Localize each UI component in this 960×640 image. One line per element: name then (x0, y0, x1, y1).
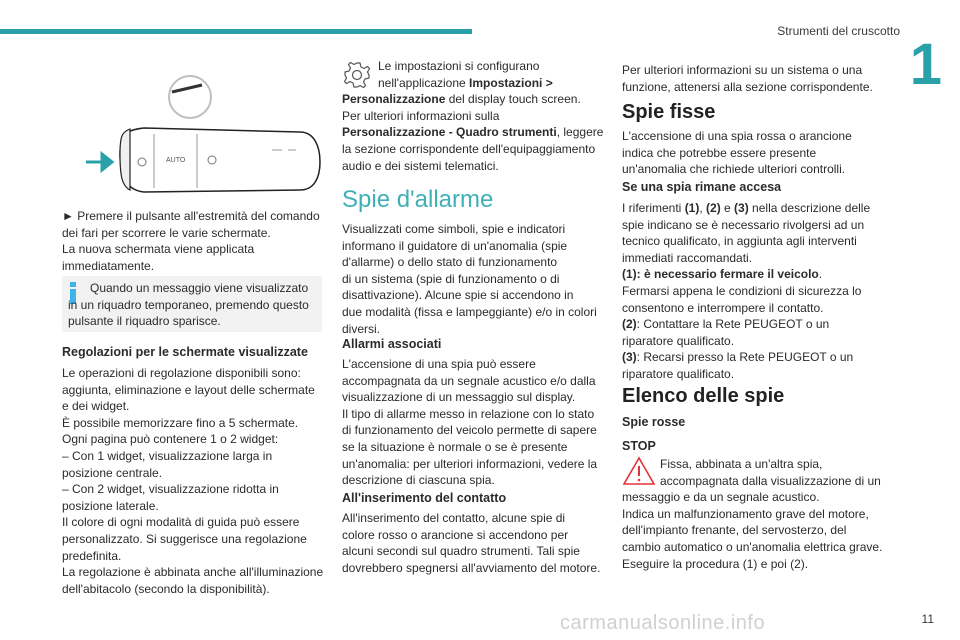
stalk-body (120, 128, 320, 192)
body-line (622, 349, 894, 366)
ref-label: (2) (622, 317, 637, 332)
stop-body (622, 456, 892, 572)
body-line: d'allarme) o dello stato di funzionamento (342, 255, 558, 270)
body-line: colore rosso o arancione si accendono per (342, 527, 569, 542)
body-line: L'accensione di una spia può essere (342, 357, 536, 371)
body-line: Eseguire la procedura (1) e poi (2). (622, 556, 809, 571)
title-spie-fisse: Spie fisse (622, 101, 716, 123)
settings-text: nell'applicazione (378, 75, 470, 90)
body-line: se la situazione è normale o se è presente (342, 439, 568, 454)
body-line (622, 200, 894, 217)
body-line: Le operazioni di regolazione disponibili sono: (62, 366, 301, 380)
settings-note (342, 58, 612, 174)
body-line: Il tipo di allarme messo in relazione con lo stato (342, 406, 595, 421)
body-line: dovrebbero spegnersi all'avviamento del motore. (342, 560, 601, 575)
body-line: Per ulteriori informazioni su un sistema o una (622, 63, 863, 77)
ref-text: . (818, 267, 823, 282)
title-elenco-spie: Elenco delle spie (622, 385, 785, 407)
result-text: La nuova schermata viene applicata immediatamente. (62, 242, 255, 273)
ref-label: (1) (622, 267, 637, 282)
rif-text: , (699, 201, 707, 215)
body-line: Visualizzati come simboli, spie e indicatori (342, 222, 566, 236)
settings-line: audio e dei sistemi telematici. (342, 158, 499, 173)
heading-regolazioni: Regolazioni per le schermate visualizzate (62, 345, 308, 359)
chapter-number: 1 (909, 32, 942, 97)
settings-text: del display touch screen. (445, 92, 581, 107)
instruction-text: ► Premere il pulsante all'estremità del comando dei fari per scorrere le varie schermate. (62, 209, 320, 240)
body-line (622, 266, 894, 283)
body-line: di un sistema (spie di funzionamento o di (342, 271, 560, 286)
body-line: alcuni secondi sul quadro strumenti. Tali spie (342, 544, 580, 559)
intro-body (342, 221, 612, 337)
settings-bold: Personalizzazione - Quadro strumenti (342, 125, 557, 140)
body-line (622, 316, 894, 333)
body-line: riparatore qualificato. (622, 366, 735, 381)
body-line: posizione centrale. (62, 465, 163, 480)
ref-text: : Contattare la Rete PEUGEOT o un (636, 317, 830, 332)
body-line: diversi. (342, 321, 381, 336)
ref-bold-text: : è necessario fermare il veicolo (636, 267, 819, 282)
body-line: All'inserimento del contatto, alcune spie di (342, 511, 566, 525)
stalk-end-button-icon (120, 129, 130, 190)
rif-ref: (3) (734, 201, 749, 215)
settings-line: la sezione corrispondente dell'equipaggiamento (342, 141, 596, 156)
body-line: visualizzazione di un messaggio sul display. (342, 390, 576, 405)
body-line: predefinita. (62, 548, 122, 563)
body-line: aggiunta, eliminazione e layout delle schermate (62, 382, 315, 397)
info-text: Quando un messaggio viene visualizzato in un riquadro temporaneo, premendo questo pulsante il riquadro sparisce. (68, 281, 309, 329)
section-title: Strumenti del cruscotto (777, 24, 900, 38)
body-line: di funzionamento del veicolo permette di sapere (342, 423, 597, 438)
rif-text: e (720, 201, 735, 215)
rif-ref: (2) (706, 201, 721, 215)
settings-bold: Impostazioni > (469, 75, 553, 90)
body-line: un'anomalia che richiede ulteriori controlli. (622, 162, 846, 177)
body-line: Fissa, abbinata a un'altra spia, (660, 457, 823, 471)
body-line: – Con 2 widget, visualizzazione ridotta in (62, 482, 279, 497)
body-line: messaggio e da un segnale acustico. (622, 490, 820, 505)
col3-intro (622, 62, 892, 95)
body-line: consentono e interrompere il contatto. (622, 300, 824, 315)
body-line: due modalità (fissa e lampeggiante) e/o in colori (342, 304, 597, 319)
body-line: – Con 1 widget, visualizzazione larga in (62, 448, 273, 463)
body-line: funzione, attenersi alla sezione corrispondente. (622, 79, 873, 94)
body-line: informano il guidatore di un'anomalia (spie (342, 238, 568, 253)
fisse-body (622, 128, 892, 178)
title-spie-allarme: Spie d'allarme (342, 186, 494, 213)
regolazioni-body (62, 365, 332, 597)
rif-ref: (1) (684, 201, 700, 215)
riferimenti-body (622, 200, 894, 383)
settings-line: Per ulteriori informazioni sulla (342, 108, 500, 123)
body-line: indica che potrebbe essere presente (622, 145, 817, 160)
auto-label: AUTO (166, 157, 186, 164)
settings-bold: Personalizzazione (342, 92, 446, 107)
body-line: cambio automatico o un'anomalia elettrica grave. (622, 539, 883, 554)
ref-text: : Recarsi presso la Rete PEUGEOT o un (636, 350, 854, 365)
watermark: carmanualsonline.info (560, 612, 766, 634)
body-line: Indica un malfunzionamento grave del motore, (622, 506, 869, 521)
body-line: Il colore di ogni modalità di guida può essere (62, 515, 300, 530)
heading-stop: STOP (622, 439, 656, 453)
heading-contatto: All'inserimento del contatto (342, 491, 507, 505)
body-line: L'accensione di una spia rossa o arancione (622, 129, 852, 143)
rif-text: nella descrizione delle (748, 201, 871, 215)
contatto-body (342, 510, 612, 576)
headlight-stalk-illustration (62, 72, 322, 200)
body-line: dell'impianto frenante, del servosterzo, del (622, 523, 847, 538)
body-line: tecnico qualificato, in aggiunta agli interventi (622, 234, 857, 249)
body-line: spie indicano se è necessario rivolgersi ad un (622, 217, 865, 232)
allarmi-body (342, 356, 612, 489)
body-line: e dei widget. (62, 399, 130, 414)
body-line: personalizzato. Si suggerisce una regolazione (62, 531, 307, 546)
settings-line (342, 91, 612, 108)
body-line: Ogni pagina può contenere 1 o 2 widget: (62, 432, 279, 447)
body-line: dell'abitacolo (secondo la disponibilità). (62, 581, 270, 596)
rif-text: I riferimenti (622, 201, 685, 215)
body-line: accompagnata da un segnale acustico e/o dalla (342, 373, 596, 388)
heading-spie-rosse: Spie rosse (622, 415, 686, 429)
body-line: riparatore qualificato. (622, 333, 735, 348)
settings-line (342, 124, 612, 141)
arrow-right-icon (86, 154, 112, 170)
body-line: È possibile memorizzare fino a 5 schermate. (62, 415, 299, 430)
page-number: 11 (921, 612, 934, 626)
info-box (62, 276, 322, 332)
body-line: immediati raccomandati. (622, 250, 753, 265)
body-line: La regolazione è abbinata anche all'illuminazione (62, 565, 324, 580)
body-line: un'anomalia: per ulteriori informazioni, vedere la (342, 456, 598, 471)
settings-text: , leggere (556, 125, 604, 140)
steering-wheel-icon (169, 76, 211, 118)
heading-accesa: Se una spia rimane accesa (622, 180, 782, 194)
stalk-lever-icon (172, 85, 202, 92)
body-line: accompagnata dalla visualizzazione di un (660, 473, 881, 488)
body-line: posizione laterale. (62, 498, 159, 513)
settings-line: Le impostazioni si configurano (378, 59, 540, 73)
body-line: descrizione di ciascuna spia. (342, 473, 495, 488)
body-line: disattivazione). Alcune spie si accendono in (342, 288, 574, 303)
settings-line (342, 75, 612, 92)
ref-label: (3) (622, 350, 637, 365)
body-line: Fermarsi appena le condizioni di sicurezza lo (622, 283, 862, 298)
header-accent-bar (0, 29, 472, 34)
heading-allarmi: Allarmi associati (342, 337, 442, 351)
